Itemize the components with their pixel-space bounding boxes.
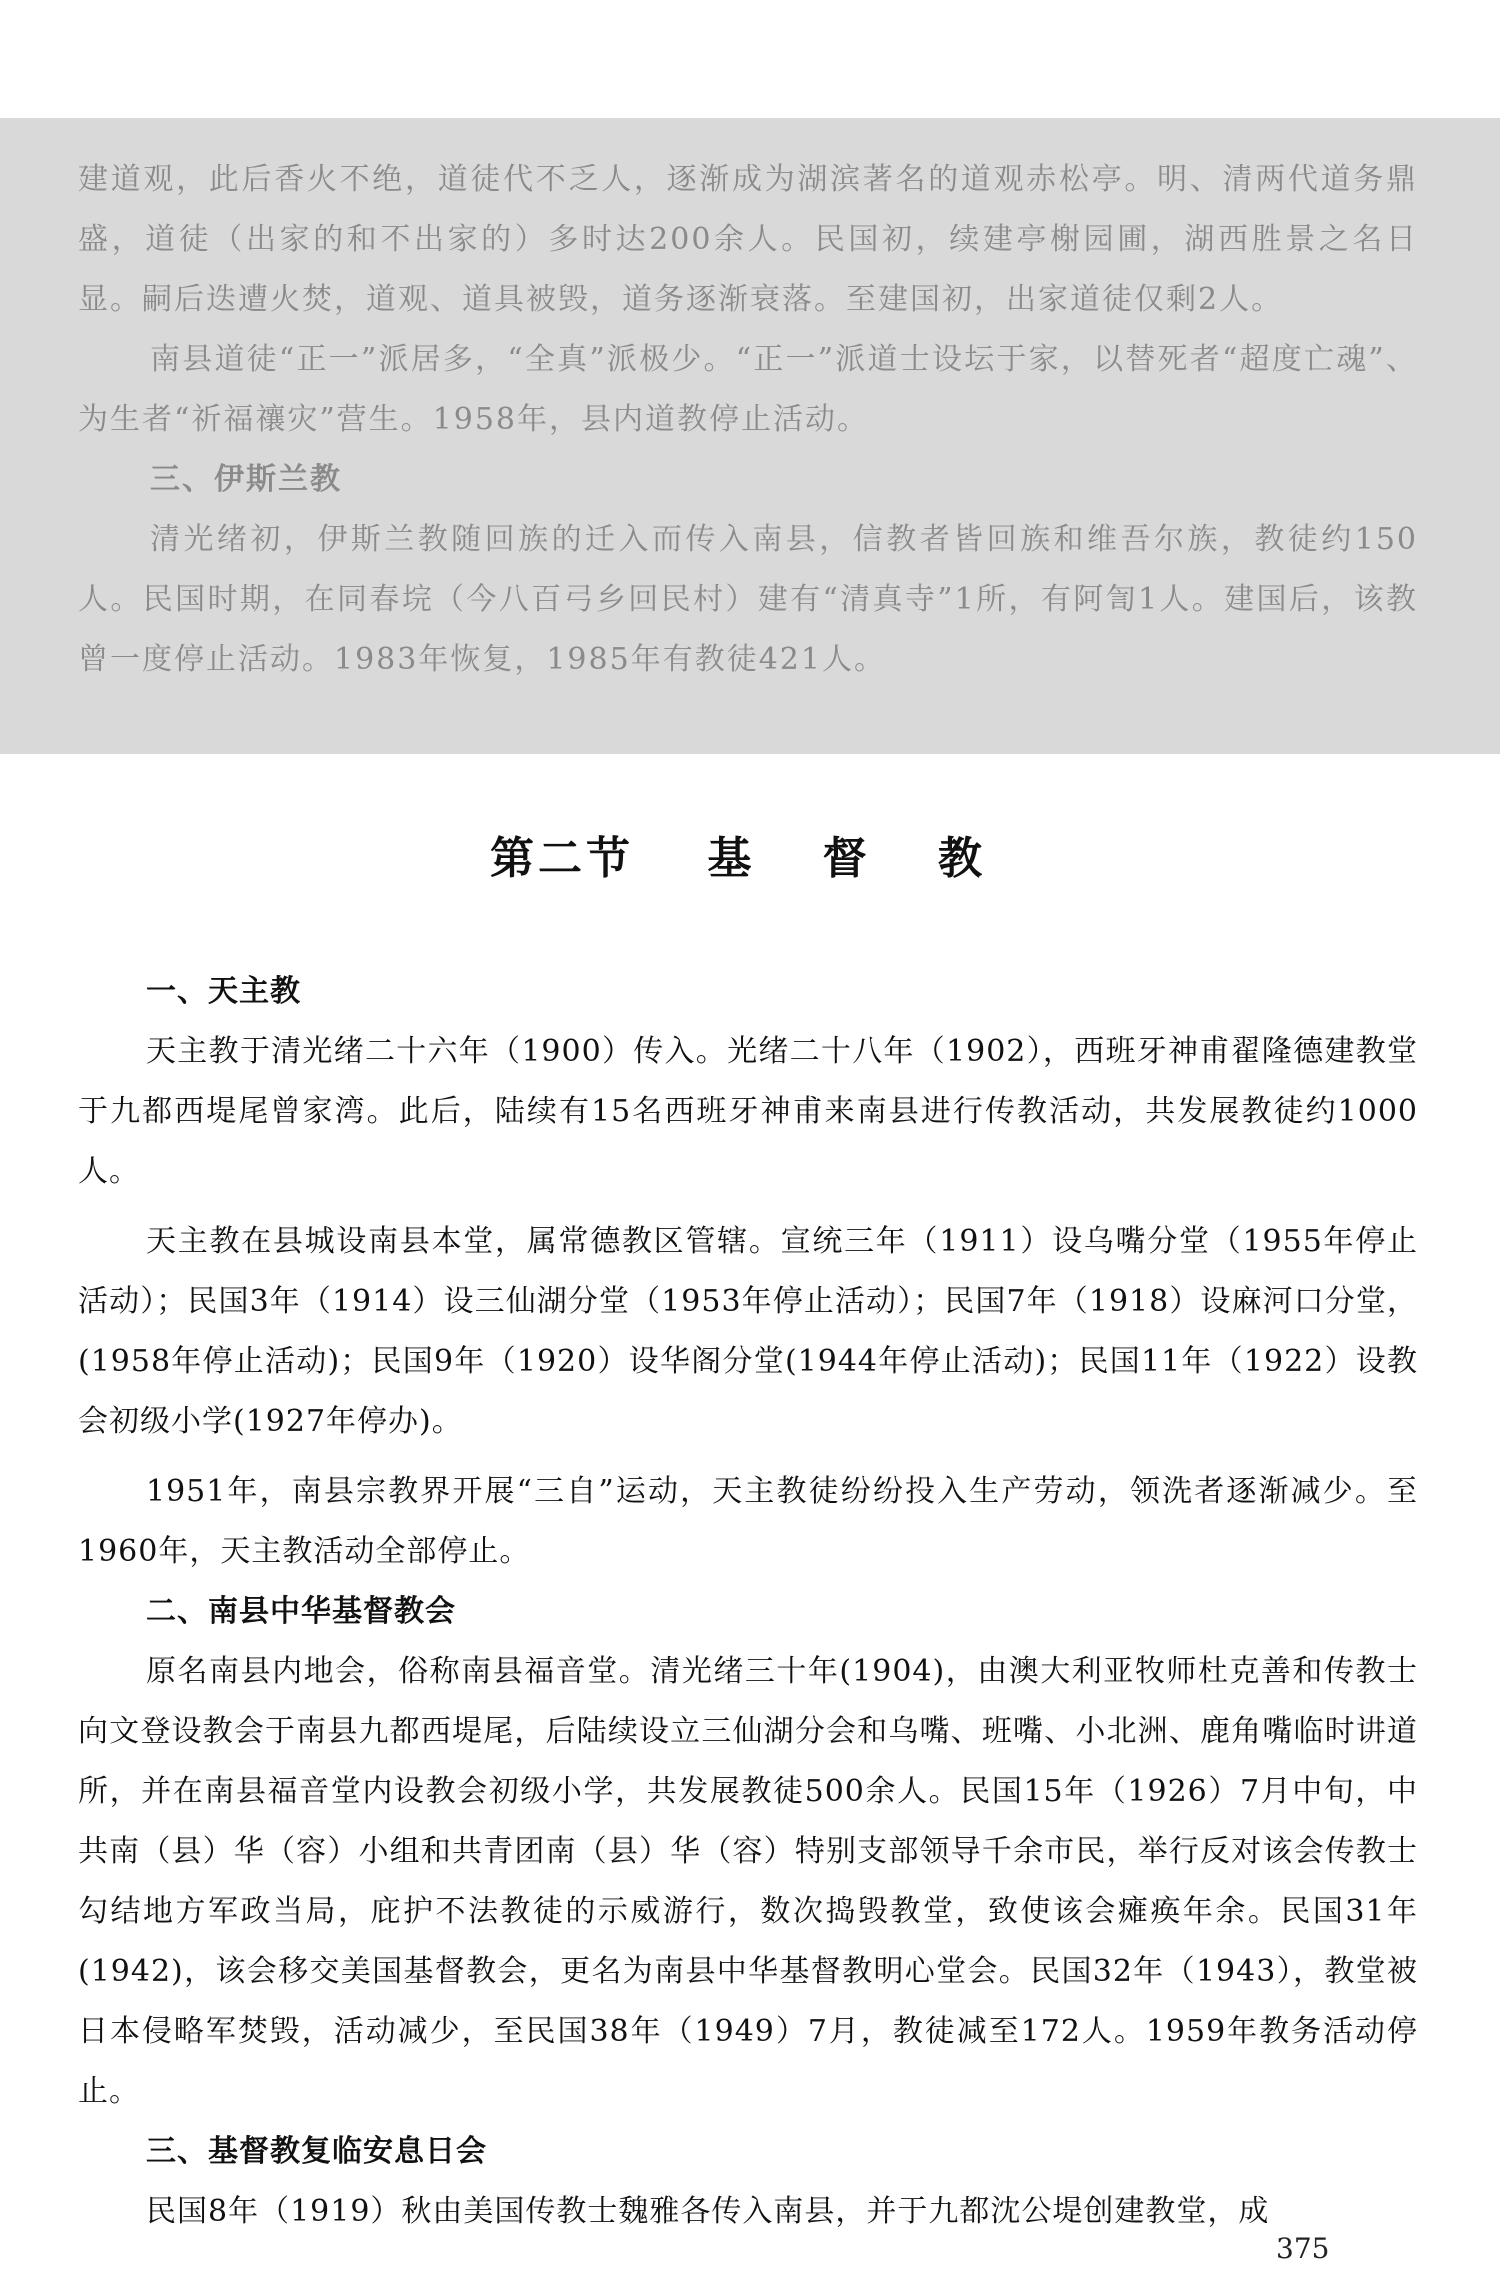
page-number: 375 [1276, 2232, 1330, 2265]
main-body [78, 962, 1418, 2242]
islam-heading: 三、伊斯兰教 [150, 462, 342, 497]
islam-paragraph: 清光绪初，伊斯兰教随回族的迁入而传入南县，信教者皆回族和维吾尔族，教徒约150人。民国时期，在同春垸（今八百弓乡回民村）建有“清真寺”1所，有阿訇1人。建国后，该教曾一度停止活动。1983年恢复，1985年有教徒421人。 [78, 522, 1418, 677]
section-title-char-2: 督 [822, 833, 871, 884]
section-title [0, 822, 1500, 886]
church-china-paragraph: 原名南县内地会，俗称南县福音堂。清光绪三十年(1904)，由澳大利亚牧师杜克善和传教士向文登设教会于南县九都西堤尾，后陆续设立三仙湖分会和乌嘴、班嘴、小北洲、鹿角嘴临时讲道所，并在南县福音堂内设教会初级小学，共发展教徒500余人。民国15年（1926）7月中旬，中共南（县）华（容）小组和共青团南（县）华（容）特别支部领导千余市民，举行反对该会传教士勾结地方军政当局，庇护不法教徒的示威游行，数次捣毁教堂，致使该会瘫痪年余。民国31年(1942)，该会移交美国基督教会，更名为南县中华基督教明心堂会。民国32年（1943），教堂被日本侵略军焚毁，活动减少，至民国38年（1949）7月，教徒减至172人。1959年教务活动停止。 [78, 1654, 1418, 2109]
section-title-char-1: 基 [707, 833, 756, 884]
church-china-heading: 二、南县中华基督教会 [146, 1594, 456, 1629]
catholic-paragraph-2: 天主教在县城设南县本堂，属常德教区管辖。宣统三年（1911）设乌嘴分堂（1955年停止活动）；民国3年（1914）设三仙湖分堂（1953年停止活动）；民国7年（1918）设麻河口分堂，(1958年停止活动)；民国9年（1920）设华阁分堂(1944年停止活动)；民国11年（1922）设教会初级小学(1927年停办)。 [78, 1224, 1418, 1439]
adventist-paragraph: 民国8年（1919）秋由美国传教士魏雅各传入南县，并于九都沈公堤创建教堂，成 [146, 2194, 1270, 2229]
taoism-paragraph-2: 南县道徒“正一”派居多，“全真”派极少。“正一”派道士设坛于家，以替死者“超度亡魂”、为生者“祈福禳灾”营生。1958年，县内道教停止活动。 [78, 342, 1418, 437]
adventist-heading: 三、基督教复临安息日会 [146, 2134, 487, 2169]
catholic-paragraph-1: 天主教于清光绪二十六年（1900）传入。光绪二十八年（1902），西班牙神甫翟隆德建教堂于九都西堤尾曾家湾。此后，陆续有15名西班牙神甫来南县进行传教活动，共发展教徒约1000人。 [78, 1034, 1418, 1189]
taoism-paragraph-1: 建道观，此后香火不绝，道徒代不乏人，逐渐成为湖滨著名的道观赤松亭。明、清两代道务鼎盛，道徒（出家的和不出家的）多时达200余人。民国初，续建亭榭园圃，湖西胜景之名日显。嗣后迭遭火焚，道观、道具被毁，道务逐渐衰落。至建国初，出家道徒仅剩2人。 [78, 162, 1418, 317]
catholic-paragraph-3: 1951年，南县宗教界开展“三自”运动，天主教徒纷纷投入生产劳动，领洗者逐渐减少。至1960年，天主教活动全部停止。 [78, 1474, 1418, 1569]
catholic-heading: 一、天主教 [146, 974, 301, 1009]
section-title-char-3: 教 [937, 833, 986, 884]
previous-section-text [78, 150, 1418, 690]
section-title-number: 第二节 [490, 833, 634, 884]
